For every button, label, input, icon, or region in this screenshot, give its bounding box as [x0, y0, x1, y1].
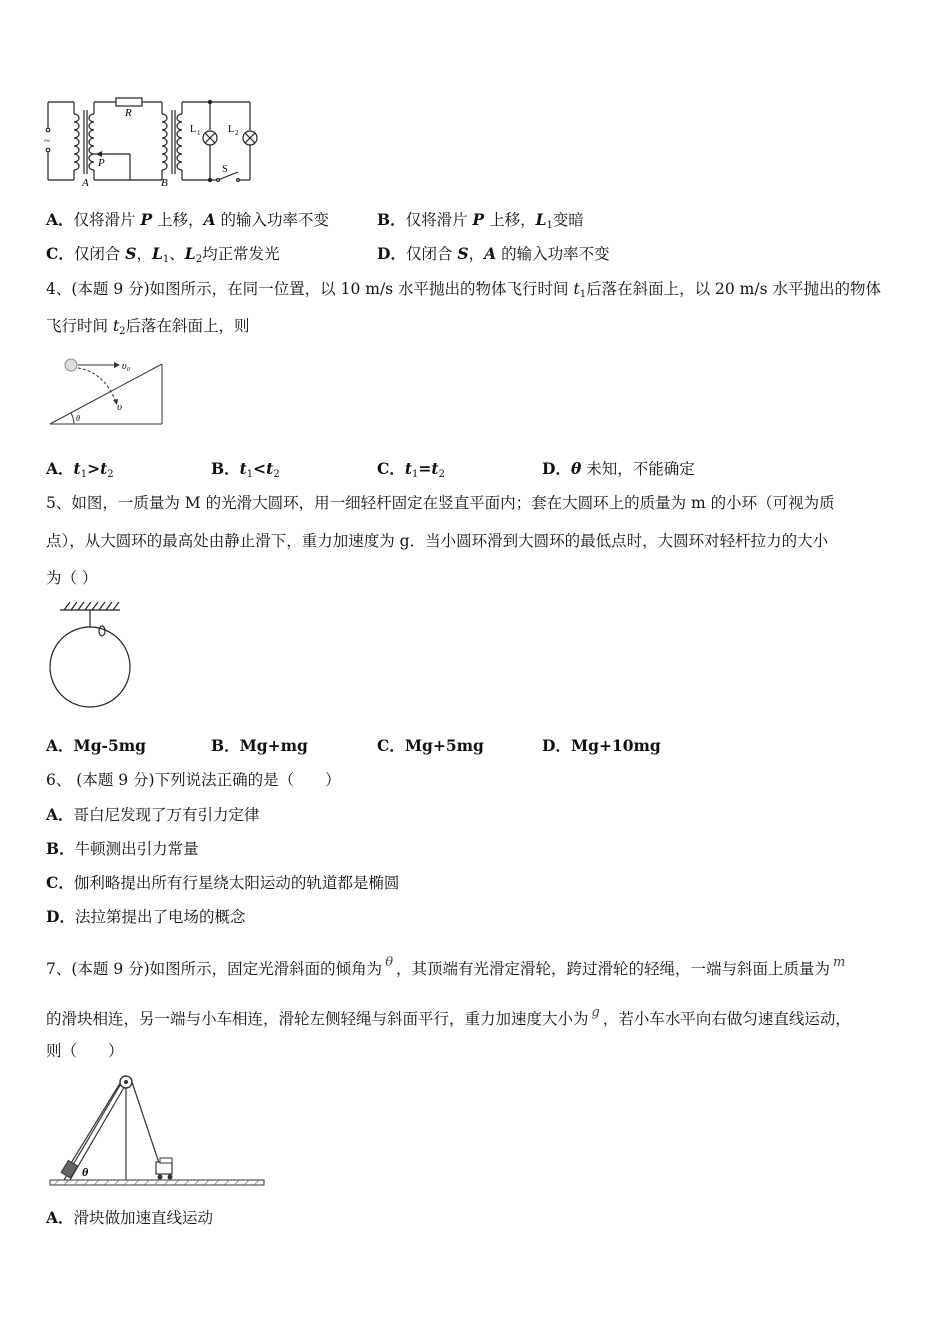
projectile-incline-figure: [44, 350, 168, 428]
option-text: 仅将滑片: [73, 211, 141, 229]
label-theta: θ: [82, 1165, 89, 1179]
q5-stem-line-2: 点），从大圆环的最高处由静止滑下，重力加速度为 g．当小圆环滑到大圆环的最低点时，大圆环对轻杆拉力的大小: [46, 532, 829, 550]
option-letter: A．: [46, 736, 74, 755]
var-t: t: [239, 459, 247, 478]
option-letter: D．: [542, 459, 571, 478]
option-letter: A．: [46, 1208, 74, 1227]
option-text: Mg-5mg: [73, 736, 146, 755]
operator: =: [418, 459, 432, 478]
option-text: 上移，: [152, 211, 204, 229]
option-text: 牛顿测出引力常量: [74, 840, 199, 858]
label-l2-sub: 2: [235, 129, 239, 137]
q7-stem-line-2: [46, 1002, 851, 1030]
hanging-ring-figure: [44, 598, 140, 716]
q5-option-d[interactable]: [542, 735, 661, 757]
q4-option-d[interactable]: [542, 458, 695, 480]
option-text: 仅闭合: [73, 245, 126, 263]
slider-block: [61, 1160, 78, 1178]
velocity-arrow-icon: [114, 362, 120, 368]
stem-text: 的滑块相连，另一端与小车相连，滑轮左侧轻绳与斜面平行，重力加速度大小为: [46, 1010, 589, 1028]
var-a: A: [203, 210, 216, 229]
transformer-circuit-figure: [38, 92, 264, 188]
var-l: L: [152, 244, 163, 263]
cart: [156, 1162, 172, 1174]
incline-pulley-cart-figure: [46, 1072, 268, 1190]
option-text: 哥白尼发现了万有引力定律: [73, 806, 260, 824]
q3-option-d[interactable]: [377, 243, 610, 265]
q6-stem: 6、 (本题 9 分)下列说法正确的是（ ）: [46, 771, 341, 789]
label-v0: υ₀: [122, 361, 131, 372]
option-text: 变暗: [552, 211, 584, 229]
q7-stem-line-3: 则（ ）: [46, 1042, 124, 1060]
option-letter: B．: [377, 210, 406, 229]
subscript: 2: [273, 469, 280, 480]
q3-option-b[interactable]: [377, 209, 584, 237]
var-theta: θ: [385, 955, 394, 970]
label-l1: L: [190, 124, 197, 135]
q3-option-a[interactable]: [46, 209, 329, 231]
option-text: 、: [169, 245, 185, 263]
option-letter: B．: [211, 736, 240, 755]
option-text: 上移，: [484, 211, 536, 229]
subscript: 1: [80, 469, 88, 480]
option-text: Mg+mg: [239, 736, 308, 755]
subscript: 1: [412, 469, 419, 480]
var-t: t: [266, 459, 274, 478]
stem-text: ，其顶端有光滑定滑轮，跨过滑轮的轻绳，一端与斜面上质量为: [396, 960, 831, 978]
option-letter: D．: [377, 244, 406, 263]
var-p: P: [140, 210, 153, 229]
option-letter: D．: [542, 736, 571, 755]
label-l2: L: [228, 124, 235, 135]
q7-option-a[interactable]: [46, 1207, 213, 1229]
option-text: 的输入功率不变: [496, 245, 610, 263]
q5-stem-line-1: 5、如图，一质量为 M 的光滑大圆环，用一细轻杆固定在竖直平面内；套在大圆环上的质量为 m 的小环（可视为质: [46, 494, 835, 512]
label-v: υ: [117, 401, 123, 413]
q4-option-c[interactable]: [377, 458, 445, 486]
option-text: Mg+5mg: [404, 736, 484, 755]
q6-option-c[interactable]: [46, 872, 399, 894]
option-text: 法拉第提出了电场的概念: [74, 908, 246, 926]
option-text: 未知，不能确定: [581, 460, 695, 478]
var-s: S: [457, 244, 469, 263]
q5-option-c[interactable]: [377, 735, 484, 757]
option-text: ，: [468, 245, 485, 263]
option-text: ，: [136, 245, 152, 263]
label-p: P: [98, 157, 105, 169]
q6-option-a[interactable]: [46, 804, 260, 826]
subscript: 1: [579, 289, 587, 300]
q6-option-b[interactable]: [46, 838, 199, 860]
var-t: t: [73, 459, 81, 478]
var-l: L: [535, 210, 547, 229]
var-p: P: [472, 210, 485, 229]
var-l: L: [184, 244, 196, 263]
option-text: 均正常发光: [202, 245, 280, 263]
var-m: m: [833, 955, 846, 970]
stem-text: ，若小车水平向右做匀速直线运动，: [602, 1010, 851, 1028]
stem-text: 飞行时间: [46, 317, 113, 335]
subscript: 2: [195, 254, 203, 265]
q3-option-c[interactable]: [46, 243, 280, 271]
subscript: 1: [162, 254, 170, 265]
label-a: A: [82, 177, 89, 188]
subscript: 2: [438, 469, 445, 480]
var-t: t: [404, 459, 413, 478]
subscript: 1: [246, 469, 254, 480]
option-text: 仅将滑片: [405, 211, 473, 229]
option-letter: A．: [46, 210, 74, 229]
q5-option-a[interactable]: [46, 735, 146, 757]
option-letter: D．: [46, 907, 75, 926]
option-letter: C．: [377, 459, 405, 478]
option-letter: C．: [377, 736, 405, 755]
label-l1-sub: 1: [197, 129, 201, 137]
option-letter: A．: [46, 805, 74, 824]
option-text: Mg+10mg: [570, 736, 661, 755]
q4-option-b[interactable]: [211, 458, 280, 486]
q4-stem-line-1: [46, 278, 881, 306]
q7-stem-line-1: [46, 952, 845, 980]
subscript: 2: [107, 469, 114, 480]
label-s: S: [222, 164, 228, 175]
option-text: 仅闭合: [405, 245, 458, 263]
operator: <: [253, 459, 267, 478]
option-letter: B．: [46, 839, 75, 858]
q6-option-d[interactable]: [46, 906, 245, 928]
var-g: g: [591, 1005, 600, 1020]
var-s: S: [125, 244, 137, 263]
var-t: t: [100, 459, 108, 478]
label-b: B: [161, 177, 168, 188]
var-t: t: [573, 280, 580, 298]
option-text: 的输入功率不变: [215, 211, 330, 229]
stem-text: 4、(本题 9 分)如图所示，在同一位置，以 10 m/s 水平抛出的物体飞行时间: [46, 280, 574, 298]
subscript: 1: [546, 220, 553, 231]
q4-option-a[interactable]: [46, 458, 114, 486]
stem-text: 7、(本题 9 分)如图所示，固定光滑斜面的倾角为: [46, 960, 383, 978]
operator: >: [87, 459, 101, 478]
q4-stem-line-2: [46, 315, 250, 343]
var-t: t: [112, 317, 120, 335]
var-a: A: [484, 244, 497, 263]
var-t: t: [431, 459, 439, 478]
stem-text: 后落在斜面上，以 20 m/s 水平抛出的物体: [586, 280, 881, 298]
option-text: 滑块做加速直线运动: [73, 1209, 214, 1227]
subscript: 2: [119, 326, 126, 337]
label-theta: θ: [76, 414, 80, 423]
ac-source-symbol: ~: [44, 135, 50, 147]
var-theta: θ: [570, 459, 582, 478]
option-letter: A．: [46, 459, 74, 478]
option-letter: B．: [211, 459, 240, 478]
option-letter: C．: [46, 873, 74, 892]
label-r: R: [125, 107, 132, 119]
option-letter: C．: [46, 244, 74, 263]
q5-stem-line-3: 为（ ）: [46, 569, 98, 587]
q5-option-b[interactable]: [211, 735, 308, 757]
stem-text: 后落在斜面上，则: [125, 317, 250, 335]
option-text: 伽利略提出所有行星绕太阳运动的轨道都是椭圆: [73, 874, 400, 892]
